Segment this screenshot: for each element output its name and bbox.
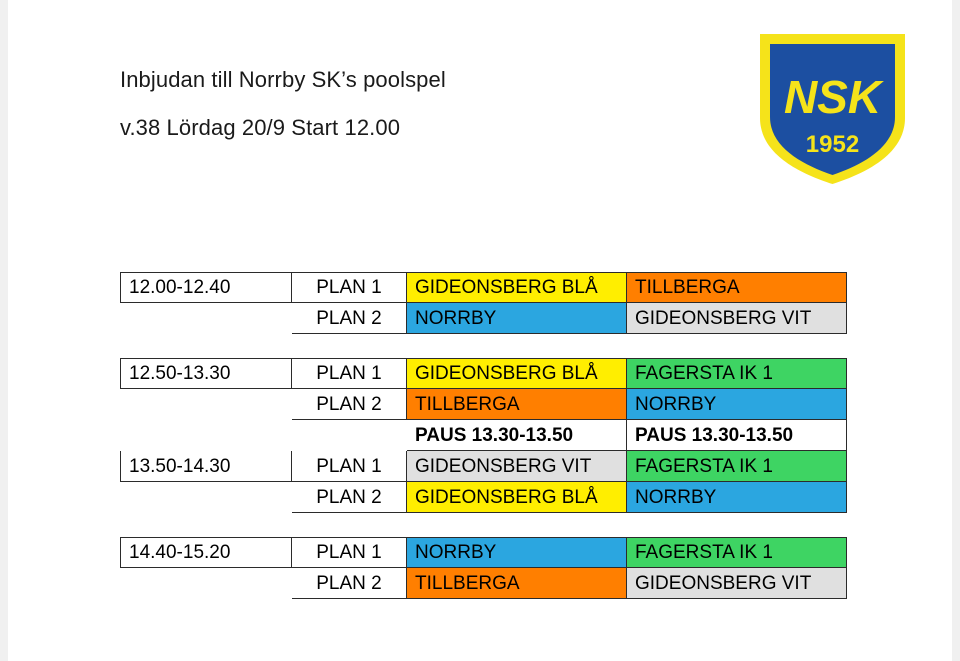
match-time-cell <box>120 568 292 599</box>
page-subtitle: v.38 Lördag 20/9 Start 12.00 <box>120 114 401 140</box>
table-row <box>120 303 848 334</box>
team-away-cell: NORRBY <box>627 482 847 513</box>
team-home-cell: GIDEONSBERG VIT <box>407 451 627 482</box>
page-title: Inbjudan till Norrby SK’s poolspel <box>120 67 446 92</box>
page-right-edge <box>952 0 960 661</box>
pitch-cell: PLAN 2 <box>292 303 407 334</box>
team-away-cell: FAGERSTA IK 1 <box>627 537 847 568</box>
pitch-cell: PLAN 1 <box>292 537 407 568</box>
match-time-cell: 12.50-13.30 <box>120 358 292 389</box>
pitch-cell: PLAN 2 <box>292 568 407 599</box>
match-time-cell <box>120 482 292 513</box>
page-left-edge <box>0 0 8 661</box>
svg-text:NSK: NSK <box>783 71 882 123</box>
pitch-cell: PLAN 1 <box>292 451 407 482</box>
team-home-cell: GIDEONSBERG BLÅ <box>407 358 627 389</box>
table-row <box>120 420 848 451</box>
match-time-cell <box>120 389 292 420</box>
team-away-cell: NORRBY <box>627 389 847 420</box>
match-time-cell: 13.50-14.30 <box>120 451 292 482</box>
team-home-cell: TILLBERGA <box>407 389 627 420</box>
table-row <box>120 537 848 568</box>
team-away-cell: GIDEONSBERG VIT <box>627 568 847 599</box>
match-time-cell <box>120 420 292 451</box>
team-home-cell: GIDEONSBERG BLÅ <box>407 482 627 513</box>
team-home-cell: GIDEONSBERG BLÅ <box>407 272 627 303</box>
table-row <box>120 451 848 482</box>
pitch-cell: PLAN 2 <box>292 482 407 513</box>
pitch-cell: PLAN 1 <box>292 272 407 303</box>
match-time-cell: 12.00-12.40 <box>120 272 292 303</box>
team-away-cell: FAGERSTA IK 1 <box>627 451 847 482</box>
team-home-cell: TILLBERGA <box>407 568 627 599</box>
schedule-table <box>120 272 848 599</box>
pause-cell: PAUS 13.30-13.50 <box>627 420 847 451</box>
pitch-cell: PLAN 2 <box>292 389 407 420</box>
table-row <box>120 272 848 303</box>
team-away-cell: GIDEONSBERG VIT <box>627 303 847 334</box>
schedule-block <box>120 358 848 513</box>
match-time-cell: 14.40-15.20 <box>120 537 292 568</box>
pitch-cell: PLAN 1 <box>292 358 407 389</box>
table-row <box>120 358 848 389</box>
table-row <box>120 389 848 420</box>
schedule-block <box>120 272 848 334</box>
team-home-cell: NORRBY <box>407 537 627 568</box>
team-away-cell: TILLBERGA <box>627 272 847 303</box>
svg-text:1952: 1952 <box>805 131 860 158</box>
table-row <box>120 482 848 513</box>
table-row <box>120 568 848 599</box>
document-header <box>120 66 720 141</box>
team-away-cell: FAGERSTA IK 1 <box>627 358 847 389</box>
pitch-cell <box>292 420 407 451</box>
nsk-crest-logo <box>750 22 915 187</box>
match-time-cell <box>120 303 292 334</box>
schedule-block <box>120 537 848 599</box>
team-home-cell: NORRBY <box>407 303 627 334</box>
pause-cell: PAUS 13.30-13.50 <box>407 420 627 451</box>
